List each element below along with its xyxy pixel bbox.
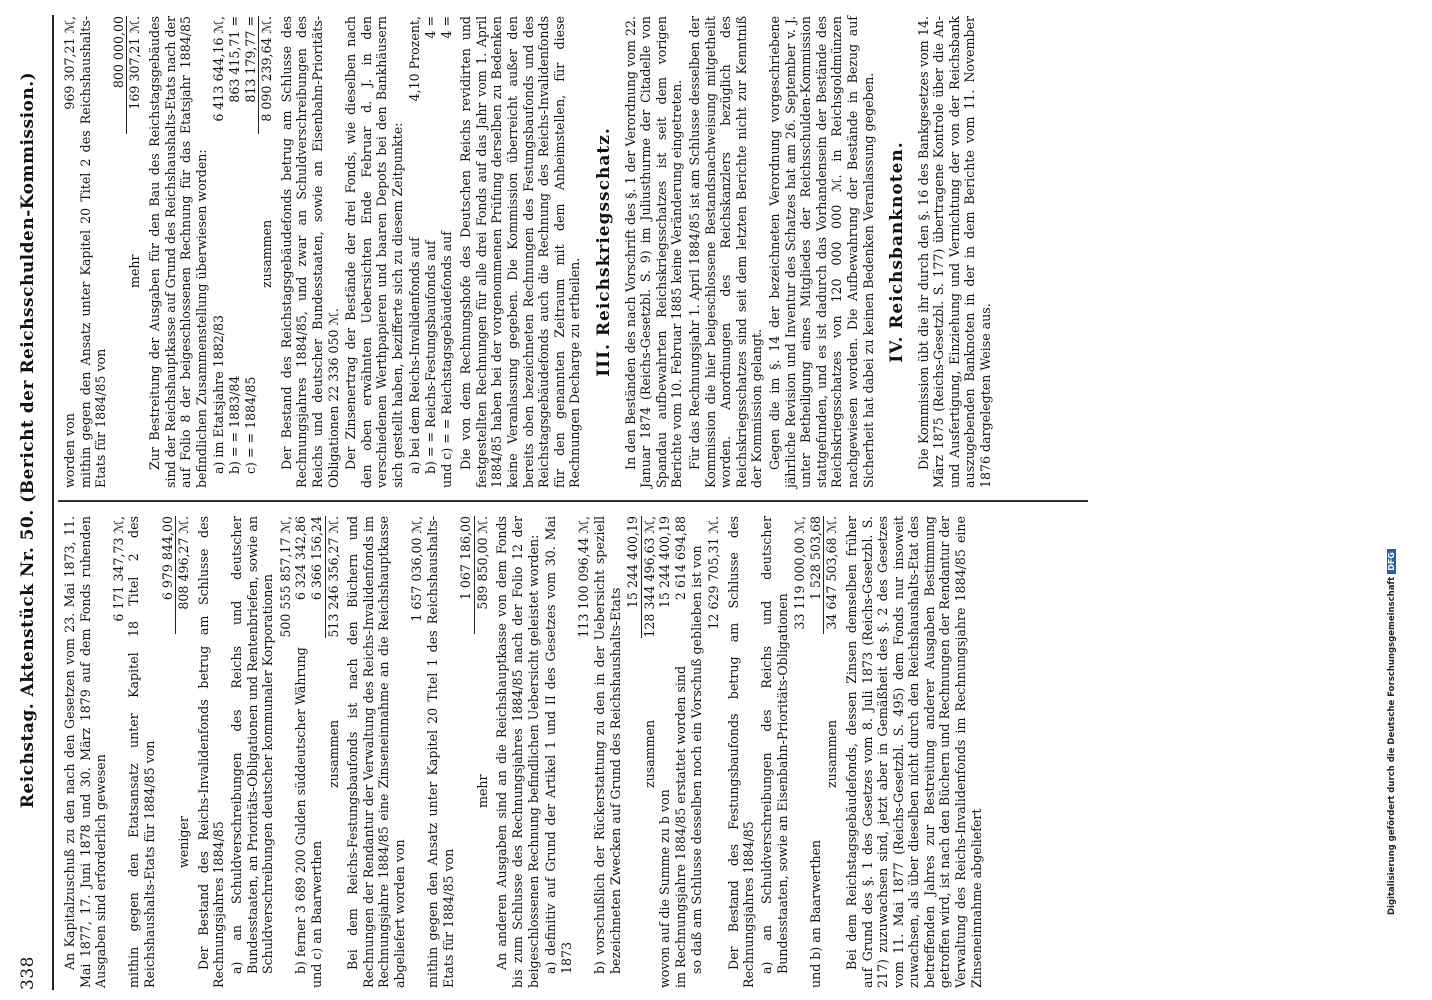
amount: 4 =: [438, 16, 454, 39]
label: und c) an Baarwerthen: [308, 840, 324, 988]
label: wovon auf die Summe zu b von: [657, 789, 673, 988]
amount-row: [160, 516, 176, 988]
amount: 113 100 096,44 ℳ,: [576, 516, 592, 638]
text: a) an Schuldverschreibungen des Reichs und deutscher Bundesstaaten, sowie an Eisenbahn-Prioritäts-Obligationen: [758, 516, 790, 974]
amount-row: [211, 16, 227, 488]
amount: 808 496,27 ℳ.: [175, 516, 192, 634]
amount: 169 307,21 ℳ.: [126, 16, 143, 134]
label: b) ferner 3 689 200 Gulden süddeutscher Währung: [293, 647, 309, 974]
amount-row: [227, 16, 243, 488]
amount: 33 119 000,00 ℳ,: [792, 516, 808, 630]
amount-row: [625, 516, 641, 988]
amount-row: [792, 516, 808, 988]
text: Die Kommission übt die ihr durch den §. 16 des Bankgesetzes vom 14. März 1875 (Reichs-Gesetzbl. S. 177) übertragene Kontrole über die An- und Ausfertigung, Einziehung und Vernichtung der von der Reichsbank auszugebenden Banknoten in der in dem Berichte vom 11. November 1876 dargelegten Weise aus.: [915, 16, 994, 488]
amount: 2 614 694,88: [672, 516, 688, 601]
paragraph: [623, 16, 685, 488]
amount: 4,10 Prozent,: [407, 16, 423, 102]
text: Der Bestand des Festungsbaufonds betrug am Schlusse des Rechnungsjahres 1884/85: [725, 516, 757, 988]
amount: 513 246 356,27 ℳ.: [325, 516, 341, 638]
digitization-credit: [1387, 15, 1397, 915]
paragraph: [345, 516, 407, 988]
amount: 6 979 844,00: [159, 516, 175, 601]
text: Für das Rechnungsjahr 1. April 1884/85 ist am Schlusse desselben der Kommission die hier beigeschlossene Bestandsnachweisung mitgetheilt worden. Anordnungen des Reichskanzlers bezüglich des Reichskriegsschatzes sind seit dem letzten Berichte nicht zur Kenntniß der Kommission gelangt.: [686, 16, 765, 488]
section-heading: III. Reichskriegsschatz.: [594, 127, 614, 377]
amount-row: [293, 516, 309, 988]
amount-row: [673, 516, 689, 988]
amount: 8 090 239,64 ℳ.: [258, 16, 275, 134]
paragraph: [494, 516, 541, 988]
text: mithin gegen den Ansatz unter Kapitel 20 Titel 1 des Reichshaushalts-Etats für 1884/85 von: [425, 516, 456, 988]
text: Der Bestand des Reichstagsgebäudefonds betrug am Schlusse des Rechnungsjahres 1884/85, und zwar an Schuldverschreibungen des Reichs und deutscher Bundesstaaten, sowie an Eisenbahn-Prioritäts-Obligationen 22 336 050 ℳ.: [278, 16, 341, 488]
paragraph: [229, 516, 276, 988]
text: In den Beständen des nach Vorschrift des §. 1 der Verordnung vom 22. Januar 1874 (Reichs-Gesetzbl. S. 9) im Juliusthurme der Citadelle von Spandau aufbewahrten Reichskriegsschatzes ist seit dem vorigen Berichte vom 10. Februar 1885 keine Veränderung eingetreten.: [622, 16, 685, 488]
amount-row: [439, 16, 455, 488]
amount-row: [409, 516, 425, 988]
amount-row: [808, 516, 824, 988]
text: mithin gegen den Etatsansatz unter Kapitel 18 Titel 2 des Reichshaushalts-Etats für 1884/85 von: [126, 516, 157, 988]
label: im Rechnungsjahre 1884/85 erstattet worden sind: [672, 665, 688, 988]
amount-row: [309, 516, 325, 988]
amount: 813 179,77 =: [242, 16, 258, 103]
amount-row: [111, 16, 127, 488]
paragraph: [844, 516, 984, 988]
amount-row: [243, 16, 259, 488]
label: b) = = Reichs-Festungsbaufonds auf: [423, 240, 439, 474]
amount-row: [111, 516, 127, 988]
amount: 800 000,00: [110, 16, 126, 89]
label: a) bei dem Reichs-Invalidenfonds auf: [407, 237, 423, 474]
dfg-logo: DFG: [1387, 549, 1396, 574]
amount: 15 244 400,19: [625, 516, 641, 609]
amount: 34 647 503,68 ℳ.: [823, 516, 840, 634]
text: Bei dem Reichs-Festungsbaufonds ist nach den Büchern und Rechnungen der Rendantur der Verwaltung des Reichs-Invalidenfonds im Rechnungsjahre 1884/85 eine Zinseneinnahme an die Reichshauptkasse abgeliefert worden von: [345, 516, 407, 988]
amount-row: [278, 516, 294, 988]
amount-row: [657, 516, 673, 988]
paragraph: [767, 16, 876, 488]
label: zusammen: [259, 219, 275, 288]
amount-row: [126, 16, 143, 488]
label: zusammen: [641, 719, 657, 788]
amount-row: [706, 516, 722, 988]
paragraph: [78, 16, 109, 488]
amount: 4 =: [423, 16, 439, 39]
left-column: [62, 516, 986, 988]
amount-row: [641, 516, 658, 988]
label: worden von: [62, 413, 77, 488]
paragraph: [726, 516, 757, 988]
amount: 589 850,00 ℳ.: [474, 516, 491, 634]
page-number: 338: [18, 956, 38, 990]
amount: 128 344 496,63 ℳ,: [641, 516, 657, 638]
text: Die von dem Rechnungshofe des Deutschen Reichs revidirten und festgestellten Rechnungen für alle drei Fonds auf das Jahr vom 1. April 1884/85 haben bei der vorgenommenen Prüfung derselben zu Bedenken keine Veranlassung gegeben. Die Kommission überreicht außer den bereits oben bezeichneten Rechnungen des Festungsbaufonds und des Reichstagsgebäudefonds auch die Rechnung des Reichs-Invalidenfonds für den genannten Zeitraum mit dem Anheimstellen, für diese Rechnungen Decharge zu ertheilen.: [458, 16, 583, 488]
text: mithin gegen den Ansatz unter Kapitel 20 Titel 2 des Reichshaushalts-Etats für 1884/85 von: [77, 16, 109, 488]
paragraph: [916, 16, 994, 488]
paragraph: [343, 16, 405, 488]
paragraph: [687, 16, 765, 488]
paragraph: [592, 516, 623, 988]
amount-row: [576, 516, 592, 988]
label: b) = = 1883/84: [226, 375, 242, 474]
paragraph: [279, 16, 341, 488]
paragraph: [689, 516, 705, 988]
amount-row: [423, 16, 439, 488]
paragraph: [147, 16, 209, 488]
text: b) vorschußlich der Rückerstattung zu den in der Uebersicht speziell bezeichneten Zwecken auf Grund des Reichshaushalts-Etats: [592, 516, 623, 974]
credit-text: Digitalisierung gefördert durch die Deutsche Forschungsgemeinschaft: [1387, 576, 1397, 915]
section-heading: IV. Reichsbanknoten.: [887, 141, 908, 363]
paragraph: [458, 16, 583, 488]
label: mehr: [474, 774, 490, 808]
amount: 6 413 644,16 ℳ,: [211, 16, 227, 122]
amount: 863 415,71 =: [226, 16, 242, 103]
amount-row: [175, 516, 192, 988]
amount-row: [474, 516, 491, 988]
paragraph: [126, 516, 157, 988]
amount: 6 324 342,86: [293, 516, 309, 601]
text: a) definitiv auf Grund der Artikel 1 und II des Gesetzes vom 30. Mai 1873: [543, 516, 574, 974]
amount: 1 528 503,68: [807, 516, 823, 601]
amount-row: [458, 516, 474, 988]
amount: 6 366 156,24: [308, 516, 324, 601]
paragraph: [62, 516, 109, 988]
text: so daß am Schlusse desselben noch ein Vorschuß geblieben ist von: [688, 545, 704, 974]
page-header: [18, 15, 48, 990]
paragraph: [425, 516, 456, 988]
text: Der Zinsenertrag der Bestände der drei Fonds, wie dieselben nach den oben erwähnten Uebersichten Ende Februar d. J. in den verschiedenen Werthpapieren und baaren Depots bei den Bankhäusern sich gestellt haben, bezifferte sich zu diesem Zeitpunkte:: [343, 16, 405, 488]
amount-row: [325, 516, 342, 988]
text: Gegen die im §. 14 der bezeichneten Verordnung vorgeschriebene jährliche Revision und Inventur des Schatzes hat am 26. September v. J. unter Betheiligung eines Mitgliedes der Reichsschulden-Kommission stattgefunden, und es ist dadurch das Vorhandensein der Bestände des Reichskriegsschatzes von 120 000 000 ℳ. in Reichsgoldmünzen nachgewiesen worden. Die Aufbewahrung der Bestände in Bezug auf Sicherheit hat dabei zu keinen Bedenken Veranlassung gegeben.: [766, 16, 876, 488]
label: a) im Etatsjahre 1882/83: [211, 314, 227, 474]
amount-row: [407, 16, 423, 488]
label: mehr: [127, 254, 143, 288]
label: zusammen: [325, 719, 341, 788]
amount-row: [62, 16, 78, 488]
amount-row: [258, 16, 275, 488]
label: zusammen: [824, 719, 840, 788]
column-divider: [58, 501, 1088, 503]
amount: 969 307,21 ℳ,: [62, 16, 77, 110]
label: c) = = 1884/85: [242, 376, 258, 474]
amount: 6 171 347,73 ℳ,: [110, 516, 126, 622]
paragraph: [196, 516, 227, 988]
text: An Kapitalzuschuß zu den nach den Gesetzen vom 23. Mai 1873, 11. Mai 1877, 17. Juni 1878 und 30. März 1879 auf dem Fonds ruhenden Ausgaben sind erforderlich gewesen: [62, 516, 109, 988]
amount: 500 555 857,17 ℳ,: [277, 516, 293, 638]
paragraph: [759, 516, 790, 988]
text: Zur Bestreitung der Ausgaben für den Bau des Reichstagsgebäudes sind der Reichshauptkasse auf Grund des Reichshaushalts-Etats nach der auf Folio 8 der beigeschlossenen Rechnung für das Etatsjahr 1884/85 befindlichen Zusammenstellung überwiesen worden:: [146, 16, 209, 488]
paragraph: [543, 516, 574, 988]
right-column: [62, 16, 996, 488]
label: und b) an Baarwerthen: [807, 839, 823, 988]
text: An anderen Ausgaben sind an die Reichshauptkasse von dem Fonds bis zum Schlusse des Rechnungsjahres 1884/85 nach der Folio 12 der beigeschlossenen Rechnung befindlichen Uebersicht geleistet worden:: [494, 516, 541, 988]
amount: 1 067 186,00: [458, 516, 474, 601]
text: Der Bestand des Reichs-Invalidenfonds betrug am Schlusse des Rechnungsjahres 1884/85: [195, 516, 227, 988]
amount: 1 657 036,00 ℳ,: [409, 516, 425, 622]
header-rule: [52, 15, 54, 990]
label: und c) = = Reichstagsgebäudefonds auf: [438, 231, 454, 488]
amount: 15 244 400,19: [657, 516, 673, 609]
page-title: Reichstag. Aktenstück Nr. 50. (Bericht der Reichsschulden-Kommission.): [18, 71, 38, 809]
amount: 12 629 705,31 ℳ.: [706, 516, 722, 630]
label: weniger: [176, 816, 192, 868]
amount-row: [823, 516, 840, 988]
text: a) an Schuldverschreibungen des Reichs und deutscher Bundesstaaten, an Prioritäts-Obligationen und Rentenbriefen, sowie an Schuldverschreibungen deutscher kommunaler Korporationen: [228, 516, 276, 974]
text: Bei dem Reichstagsgebäudefonds, dessen Zinsen demselben früher auf Grund des §. 1 des Gesetzes vom 8. Juli 1873 (Reichs-Gesetzbl. S. 217) zuzuwachsen sind, jetzt aber in Gemäßheit des §. 2 des Gesetzes vom 11. Mai 1877 (Reichs-Gesetzbl. S. 495) dem Fonds nur insoweit zuwachsen, als über dieselben nicht durch den Reichshaushalts-Etat des betreffenden Jahres zur Bestreitung anderer Ausgaben Bestimmung getroffen wird, ist nach den Büchern und Rechnungen der Rendantur der Verwaltung des Reichs-Invalidenfonds im Rechnungsjahre 1884/85 eine Zinseneinnahme abgeliefert: [843, 516, 984, 988]
